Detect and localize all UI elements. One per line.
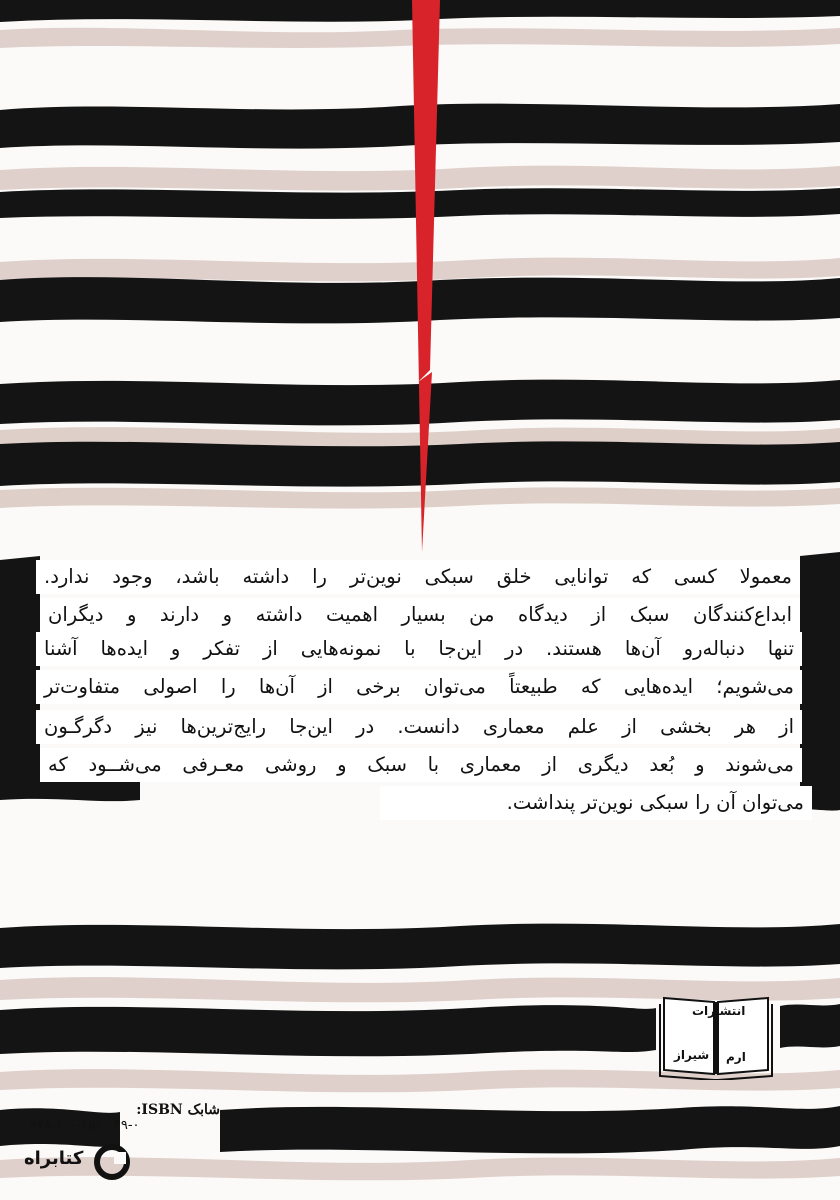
blurb-line-4: می‌شویم؛ ایده‌هایی که طبیعتاً می‌توان برخی از آن‌ها را اصولی متفاوت‌تر xyxy=(36,670,802,704)
blurb-line-3: تنها دنباله‌رو آن‌ها هستند. در این‌جا با نمونه‌هایی از تفکر و ایده‌ها آشنا xyxy=(36,632,802,666)
blurb-line-1: معمولا کسی که توانایی خلق سبکی نوین‌تر را داشته باشد، وجود ندارد. xyxy=(36,560,800,594)
blurb-line-7: می‌توان آن را سبکی نوین‌تر پنداشت. xyxy=(380,786,812,820)
publisher-logo xyxy=(656,992,776,1080)
store-logo-icon xyxy=(92,1142,132,1182)
blurb-line-2: ابداع‌کنندگان سبک از دیدگاه من بسیار اهمیت داشته و دارند و دیگران xyxy=(40,598,800,632)
publisher-line-2b: شیراز xyxy=(674,1048,710,1062)
blurb-line-5: از هر بخشی از علم معماری دانست. در این‌جا رایج‌ترین‌ها نیز دگرگـون xyxy=(36,710,802,744)
blurb-line-6: می‌شوند و بُعد دیگری از معماری با سبک و روشی معـرفی می‌شــود که xyxy=(40,748,802,782)
publisher-line-2a: ارم xyxy=(726,1050,746,1064)
isbn-number: ۹۷۸-۶۰۰-۴۵۴-۰۴۹-۰ xyxy=(30,1118,140,1133)
store-logo-text: کتابراه xyxy=(24,1148,84,1169)
isbn-block xyxy=(30,1102,220,1133)
isbn-label: شابک ISBN: xyxy=(136,1102,220,1118)
publisher-line-1: انتشارات xyxy=(692,1004,746,1018)
